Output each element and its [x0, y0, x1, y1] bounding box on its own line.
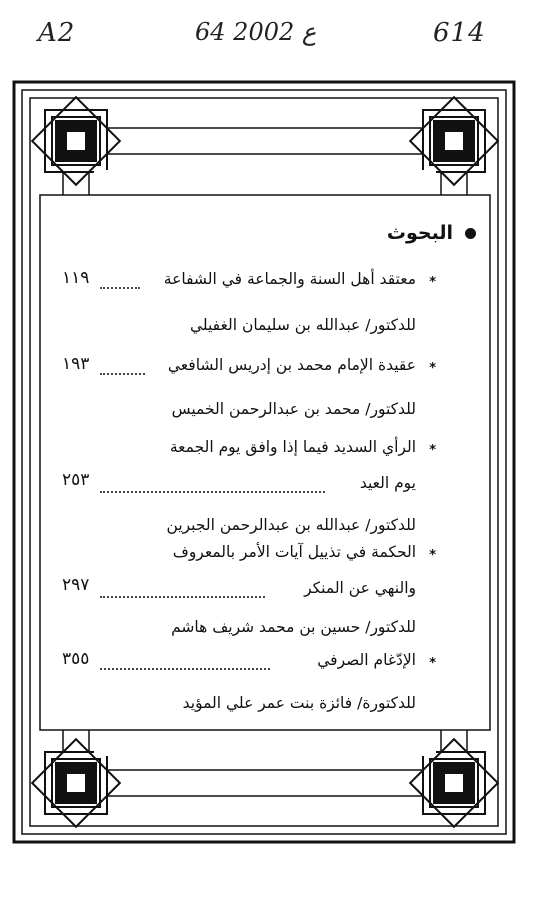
- entry-page-number: ١٩٣: [62, 354, 90, 374]
- star-bullet-icon: *: [429, 275, 436, 290]
- star-bullet-icon: *: [429, 361, 436, 376]
- star-bullet-icon: *: [429, 656, 436, 671]
- entry-page-number: ١١٩: [62, 268, 90, 288]
- entry-page-number: ٣٥٥: [62, 649, 90, 669]
- star-bullet-icon: *: [429, 548, 436, 563]
- section-title: البحوث: [386, 222, 453, 244]
- entry-author: للدكتور/ عبدالله بن عبدالرحمن الجبرين: [166, 516, 416, 534]
- bullet-dot-icon: [465, 228, 476, 239]
- leader-dots: [100, 666, 270, 670]
- section-heading: [387, 222, 476, 244]
- entry-author: للدكتورة/ فائزة بنت عمر علي المؤيد: [182, 694, 416, 712]
- star-bullet-icon: *: [429, 443, 436, 458]
- entry-title-line2: والنهي عن المنكر: [304, 579, 416, 597]
- entry-author: للدكتور/ حسين بن محمد شريف هاشم: [171, 618, 416, 636]
- entry-page-number: ٢٩٧: [62, 575, 90, 595]
- entry-author: للدكتور/ محمد بن عبدالرحمن الخميس: [171, 400, 416, 418]
- handwritten-ref-left: A2: [38, 18, 76, 48]
- leader-dots: [100, 285, 140, 289]
- entry-author: للدكتور/ عبدالله بن سليمان الغفيلي: [189, 316, 416, 334]
- leader-dots: [100, 489, 325, 493]
- entry-title-line1: الرأي السديد فيما إذا وافق يوم الجمعة: [169, 438, 416, 456]
- handwritten-ref-middle: 64 ع 2002: [195, 18, 317, 46]
- entry-page-number: ٢٥٣: [62, 470, 90, 490]
- entry-title: الإدّغام الصرفي: [317, 651, 416, 669]
- handwritten-ref-right: 614: [433, 18, 486, 48]
- leader-dots: [100, 594, 265, 598]
- entry-title-line2: يوم العيد: [359, 474, 416, 492]
- entry-title-line1: الحكمة في تذييل آيات الأمر بالمعروف: [172, 543, 416, 561]
- entry-title: معتقد أهل السنة والجماعة في الشفاعة: [163, 270, 416, 288]
- leader-dots: [100, 371, 145, 375]
- entry-title: عقيدة الإمام محمد بن إدريس الشافعي: [167, 356, 416, 374]
